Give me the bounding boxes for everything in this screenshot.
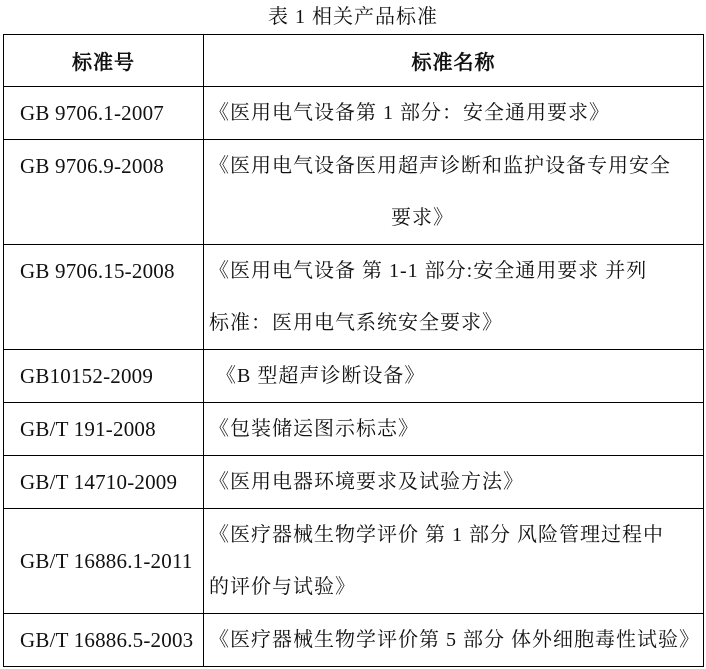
standard-code-cell: GB/T 14710-2009 [4,456,204,509]
table-row [4,509,704,614]
standard-name-line: 标准：医用电气系统安全要求》 [209,312,503,334]
standard-code-cell: GB 9706.15-2008 [4,245,204,350]
standard-code-cell: GB/T 16886.5-2003 [4,614,204,667]
standard-name-line: 要求》 [391,207,454,229]
standard-name-cell [204,350,704,403]
standard-name-cell [204,245,704,350]
standard-name-cell [204,614,704,667]
standard-name-line: 《B 型超声诊断设备》 [216,365,426,387]
table-row [4,614,704,667]
standard-name-line: 《医疗器械生物学评价第 5 部分 体外细胞毒性试验》 [209,629,700,651]
standard-code-cell: GB/T 16886.1-2011 [4,509,204,614]
standard-name-line: 《医用电气设备 第 1-1 部分:安全通用要求 并列 [209,260,648,282]
standard-name-line: 《包装储运图示标志》 [209,418,419,440]
standard-name-cell [204,87,704,140]
table-row [4,140,704,245]
table-caption: 表 1 相关产品标准 [268,6,438,28]
standard-code-cell: GB10152-2009 [4,350,204,403]
table-row [4,403,704,456]
standard-code-cell: GB 9706.1-2007 [4,87,204,140]
table-row [4,456,704,509]
standards-table [3,34,704,667]
standard-code-cell: GB/T 191-2008 [4,403,204,456]
standard-name-line: 《医疗器械生物学评价 第 1 部分 风险管理过程中 [209,524,664,546]
table-header-row [4,35,704,87]
standard-name-cell [204,140,704,245]
standard-name-line: 《医用电器环境要求及试验方法》 [209,471,524,493]
standard-code-cell: GB 9706.9-2008 [4,140,204,245]
header-standard-name: 标准名称 [204,35,704,87]
standard-name-cell [204,456,704,509]
standard-name-line: 《医用电气设备医用超声诊断和监护设备专用安全 [209,155,671,177]
table-row [4,350,704,403]
standard-name-cell [204,509,704,614]
standard-name-line: 《医用电气设备第 1 部分：安全通用要求》 [209,102,610,124]
header-standard-code: 标准号 [4,35,204,87]
standard-name-cell [204,403,704,456]
standard-name-line: 的评价与试验》 [209,576,356,598]
table-row [4,245,704,350]
table-row [4,87,704,140]
